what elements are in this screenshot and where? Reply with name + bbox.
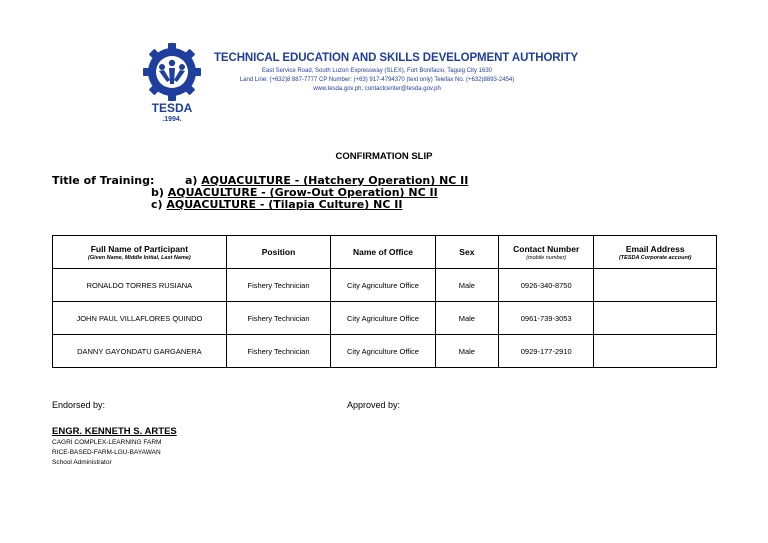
tesda-logo xyxy=(141,41,203,103)
training-prefix: a) xyxy=(185,174,198,187)
cell-contact: 0926-340-8750 xyxy=(499,269,594,302)
cell-sex: Male xyxy=(435,269,498,302)
web-line: www.tesda.gov.ph, contactcenter@tesda.gov.ph xyxy=(313,86,441,92)
cell-name: DANNY GAYONDATU GARGANERA xyxy=(53,335,227,368)
table-row xyxy=(53,269,717,302)
col-header-name: Full Name of Participant (Given Name, Middle Initial, Last Name) xyxy=(53,236,227,269)
participant-table xyxy=(52,235,717,368)
training-item-c xyxy=(151,198,402,211)
cell-office: City Agriculture Office xyxy=(331,302,435,335)
table-row xyxy=(53,302,717,335)
col-subheader: (TESDA Corporate account) xyxy=(618,254,692,261)
training-prefix: b) xyxy=(151,186,164,199)
training-name: AQUACULTURE - (Tilapia Culture) NC II xyxy=(166,198,403,211)
logo-year: .1994. xyxy=(162,116,182,123)
col-subheader: (mobile number) xyxy=(526,254,567,261)
signer-line: RICE-BASED-FARM-LGU-BAYAWAN xyxy=(52,449,161,456)
col-header-email: Email Address (TESDA Corporate account) xyxy=(594,236,717,269)
cell-sex: Male xyxy=(435,335,498,368)
cell-email xyxy=(594,269,717,302)
table-header-row xyxy=(53,236,717,269)
logo-name: TESDA xyxy=(151,101,193,115)
cell-position: Fishery Technician xyxy=(226,302,330,335)
cell-position: Fishery Technician xyxy=(226,269,330,302)
training-name: AQUACULTURE - (Grow-Out Operation) NC II xyxy=(167,186,438,199)
col-subheader: (Given Name, Middle Initial, Last Name) xyxy=(88,254,191,261)
cell-name: RONALDO TORRES RUSIANA xyxy=(53,269,227,302)
address-line: East Service Road, South Luzon Expressway (SLEX), Fort Bonifacio, Taguig City 1630 xyxy=(261,68,492,74)
approved-by-label: Approved by: xyxy=(347,400,401,410)
cell-name: JOHN PAUL VILLAFLORES QUINDO xyxy=(53,302,227,335)
cell-email xyxy=(594,302,717,335)
cell-contact: 0929-177-2910 xyxy=(499,335,594,368)
table-row xyxy=(53,335,717,368)
contact-line: Land Line: (+632)8 887-7777 CP Number: (+63) 917-4794370 (text only) Telefax No. (+632)8893-2454) xyxy=(239,77,515,83)
training-prefix: c) xyxy=(151,198,163,211)
document-title: CONFIRMATION SLIP xyxy=(335,151,433,162)
cell-contact: 0961-739-3053 xyxy=(499,302,594,335)
col-header-office: Name of Office xyxy=(331,236,435,269)
training-label: Title of Training: xyxy=(52,174,155,187)
org-title: TECHNICAL EDUCATION AND SKILLS DEVELOPMENT AUTHORITY xyxy=(214,52,579,64)
cell-sex: Male xyxy=(435,302,498,335)
cell-office: City Agriculture Office xyxy=(331,269,435,302)
cell-office: City Agriculture Office xyxy=(331,335,435,368)
col-header-contact: Contact Number (mobile number) xyxy=(499,236,594,269)
signer-name: ENGR. KENNETH S. ARTES xyxy=(52,426,177,437)
endorsed-by-label: Endorsed by: xyxy=(52,400,106,410)
col-header-sex: Sex xyxy=(435,236,498,269)
cell-email xyxy=(594,335,717,368)
col-header-position: Position xyxy=(226,236,330,269)
signer-title: School Administrator xyxy=(52,459,112,466)
cell-position: Fishery Technician xyxy=(226,335,330,368)
signer-line: CAGRI COMPLEX-LEARNING FARM xyxy=(52,439,162,446)
training-name: AQUACULTURE - (Hatchery Operation) NC II xyxy=(201,174,469,187)
